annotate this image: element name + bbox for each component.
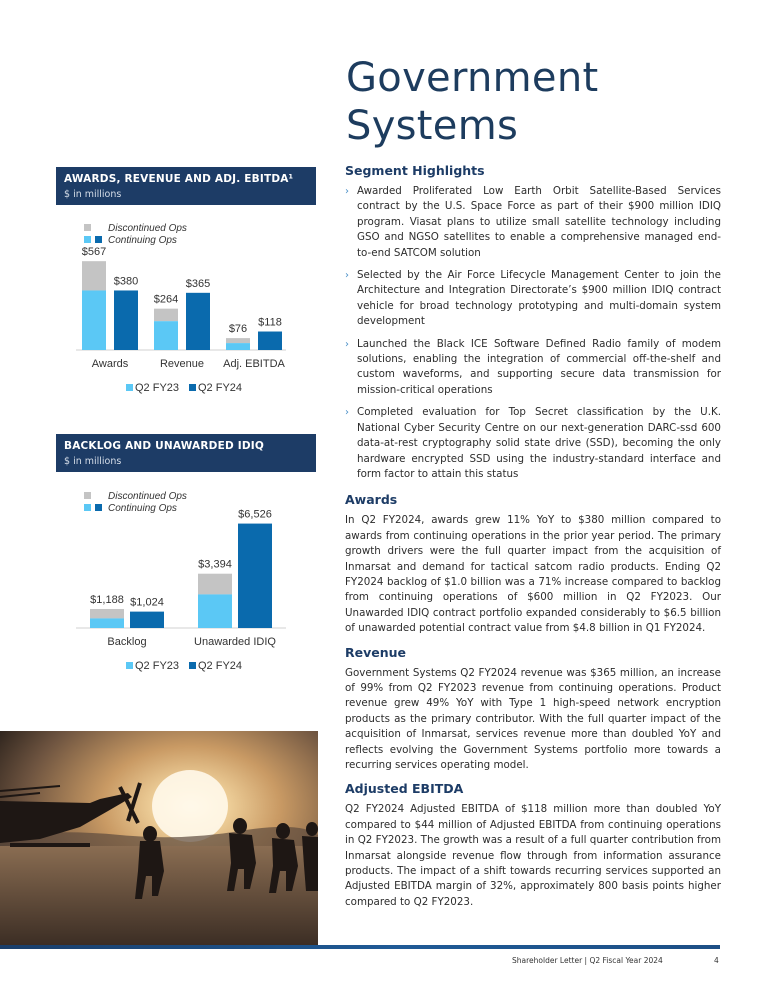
awards-chart-title: AWARDS, REVENUE AND ADJ. EBITDA¹: [64, 173, 294, 185]
adjusted-ebitda-heading: Adjusted EBITDA: [345, 781, 464, 797]
bar-continuing: [198, 594, 232, 628]
chevron-right-icon: ›: [345, 186, 349, 197]
segment-highlights-heading: Segment Highlights: [345, 163, 485, 178]
page-title: [346, 54, 598, 150]
highlight-item: [345, 184, 721, 261]
chevron-right-icon: ›: [345, 270, 349, 282]
highlight-text: Launched the Black ICE Software Defined Radio family of modem solutions, enabling the integration of commercial off-the-shelf and custom waveforms, and supporting secure data transmission for mission-critical operations: [357, 337, 721, 396]
data-label: $76: [228, 323, 248, 336]
awards-chart-subtitle: $ in millions: [64, 189, 122, 200]
highlight-text: Selected by the Air Force Lifecycle Management Center to join the Architecture and Integration Directorate’s $900 million IDIQ contract vehicle for broad technology prototyping and multi-domain system development: [357, 269, 721, 328]
photo-illustration: [0, 731, 318, 946]
data-label: $567: [81, 246, 107, 259]
bar-continuing: [82, 290, 106, 350]
highlight-item: [345, 337, 721, 399]
data-label: $6,526: [238, 508, 272, 521]
highlight-text: Completed evaluation for Top Secret classification by the U.K. National Cyber Security Centre on our next-generation DARC-ssd 600 data-at-rest cryptography solid state drive (SSD), becoming the only hardware encrypted SSD using the industry-standard interface and form factor to attain this status: [357, 406, 721, 480]
bar-discontinued: [198, 574, 232, 595]
bar-discontinued: [82, 261, 106, 290]
awards-heading: Awards: [345, 492, 398, 508]
awards-paragraph: In Q2 FY2024, awards grew 11% YoY to $380 million compared to awards from continuing operations in the prior year period. The primary growth drivers were the full quarter impact from the acquisition of Inmarsat and demand for tactical satcom radio products. Ending Q2 FY2024 backlog of $1.0 billion was a 71% increase compared to backlog from continuing operations of $600 million in Q2 FY2023. Our Unawarded IDIQ contract portfolio expanded considerably to $6.5 billion of unawarded potential contract value from $4.8 billion in Q1 FY2024.: [345, 514, 721, 635]
footer-label: Shareholder Letter | Q2 Fiscal Year 2024: [512, 956, 663, 965]
category-label: Awards: [91, 358, 129, 370]
highlight-text: Awarded Proliferated Low Earth Orbit Satellite-Based Services contract by the U.S. Space Force as part of their $900 million IDIQ program. Viasat plans to utilize small satellite technology including GSO and NGSO satellites to enable a comprehensive managed end-to-end SATCOM solution: [357, 185, 721, 259]
page-title-line2: Systems: [346, 103, 519, 149]
awards-chart-header: [56, 167, 316, 205]
page-number: 4: [714, 956, 719, 965]
legend-label-continuing: Continuing Ops: [108, 503, 177, 514]
data-label: $1,188: [90, 593, 124, 606]
main-content: [345, 163, 721, 918]
data-label: $264: [153, 293, 179, 306]
bar-discontinued: [154, 309, 178, 322]
category-label: Unawarded IDIQ: [194, 636, 276, 648]
bar-discontinued: [90, 609, 124, 618]
adjusted-ebitda-paragraph: Q2 FY2024 Adjusted EBITDA of $118 million more than doubled YoY compared to $44 million of Adjusted EBITDA from continuing operations in Q2 FY2023. The growth was a result of a full quarter contribution from Inmarsat alongside revenue flow through from information assurance products. The impact of a shift towards recurring services supported an Adjusted EBITDA margin of 32%, approximately 800 basis points higher compared to Q2 FY2023.: [345, 803, 721, 908]
bar-continuing: [90, 618, 124, 628]
category-label: Adj. EBITDA: [223, 358, 285, 370]
data-label: $365: [185, 277, 211, 290]
legend-label-discontinued: Discontinued Ops: [108, 223, 187, 234]
bar-continuing: [154, 321, 178, 350]
series-legend-label-fy23: Q2 FY23: [135, 382, 180, 394]
backlog-chart-title: BACKLOG AND UNAWARDED IDIQ: [64, 440, 264, 452]
page-title-line1: Government: [346, 55, 599, 101]
bar-continuing: [114, 290, 138, 350]
legend-label-continuing: Continuing Ops: [108, 235, 177, 246]
soldiers-helicopter-photo: [0, 731, 318, 946]
series-legend-swatch-fy23: [126, 384, 133, 391]
backlog-chart-header: [56, 434, 316, 472]
data-label: $118: [258, 316, 282, 329]
series-legend-label-fy24: Q2 FY24: [198, 382, 243, 394]
legend-swatch-continuing-fy24: [95, 504, 102, 511]
awards-revenue-ebitda-chart: [56, 210, 316, 400]
highlights-list: [345, 184, 721, 482]
legend-swatch-discontinued: [84, 492, 91, 499]
category-label: Revenue: [159, 358, 205, 370]
chevron-right-icon: ›: [345, 338, 349, 350]
legend-swatch-discontinued: [84, 224, 91, 231]
bar-continuing: [258, 332, 282, 350]
series-legend-swatch-fy24: [189, 384, 196, 391]
highlight-item: [345, 268, 721, 330]
data-label: $3,394: [198, 558, 232, 571]
bar-continuing: [226, 343, 250, 350]
footer-rule: [0, 945, 720, 949]
series-legend-label-fy23: Q2 FY23: [135, 660, 180, 672]
data-label: $380: [113, 275, 139, 288]
bar-continuing: [186, 293, 210, 350]
bar-continuing: [130, 612, 164, 628]
legend-label-discontinued: Discontinued Ops: [108, 491, 187, 502]
legend-swatch-continuing-fy24: [95, 236, 102, 243]
series-legend-label-fy24: Q2 FY24: [198, 660, 243, 672]
series-legend-swatch-fy23: [126, 662, 133, 669]
category-label: Backlog: [107, 636, 147, 648]
bar-continuing: [238, 524, 272, 628]
backlog-idiq-chart: [56, 478, 316, 678]
bar-discontinued: [226, 338, 250, 343]
backlog-chart-subtitle: $ in millions: [64, 456, 122, 467]
highlight-item: [345, 405, 721, 482]
data-label: $1,024: [130, 596, 164, 609]
chevron-right-icon: ›: [345, 407, 349, 419]
revenue-heading: Revenue: [345, 644, 407, 660]
revenue-paragraph: Government Systems Q2 FY2024 revenue was $365 million, an increase of 99% from Q2 FY2023 revenue from continuing operations. Product revenue grew 49% YoY with Type 1 high-speed network encryption products as the primary contributor. With the full quarter impact of the acquisition of Inmarsat, services revenue more than doubled YoY and reflects evolving the Government Systems portfolio more towards a recurring services operating model.: [345, 666, 721, 771]
series-legend-swatch-fy24: [189, 662, 196, 669]
legend-swatch-continuing-fy23: [84, 504, 91, 511]
legend-swatch-continuing-fy23: [84, 236, 91, 243]
